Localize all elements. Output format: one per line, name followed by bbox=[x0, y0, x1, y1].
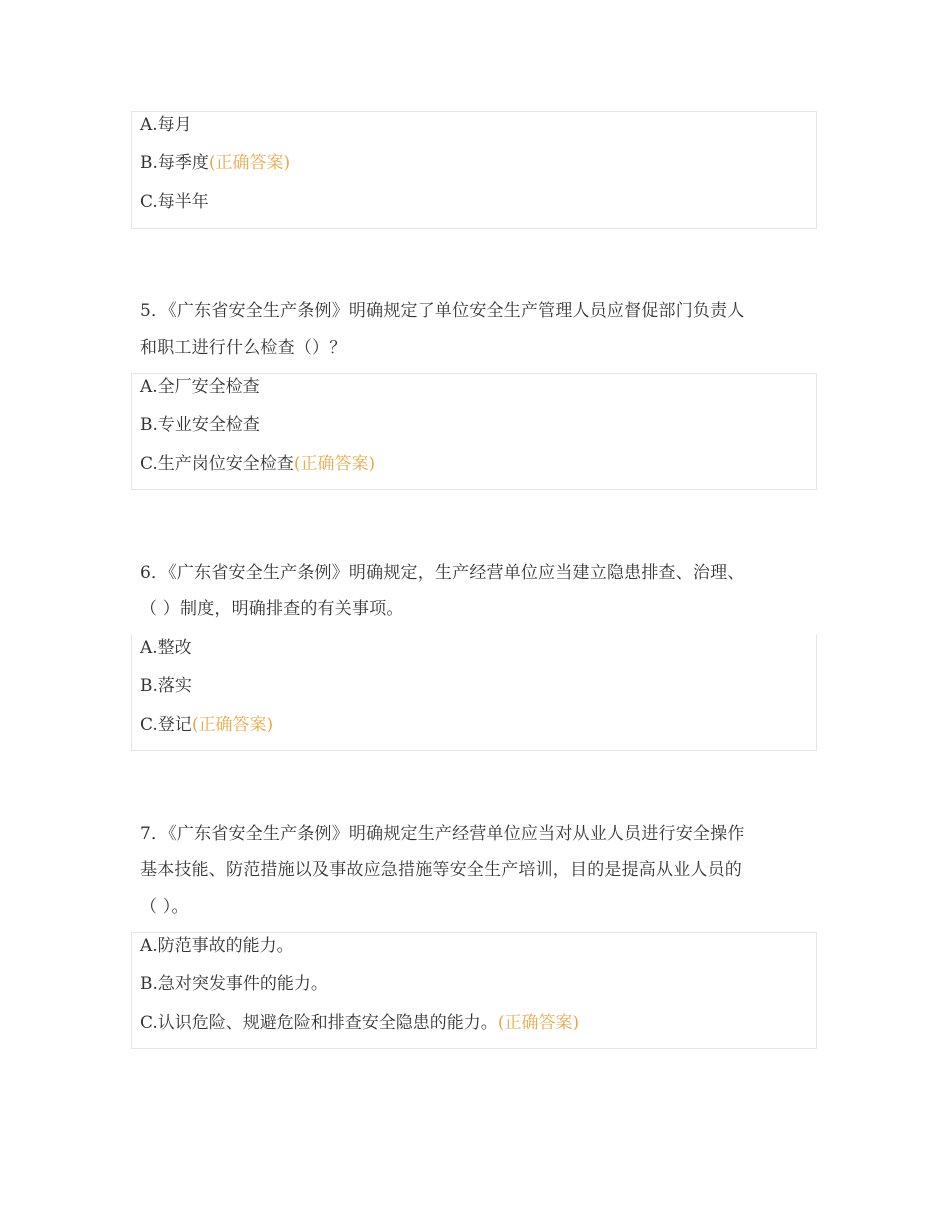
question-6-text-line-2: （ ）制度，明确排查的有关事项。 bbox=[140, 599, 404, 619]
question-7-text-line-2: 基本技能、防范措施以及事故应急措施等安全生产培训，目的是提高从业人员的 bbox=[140, 860, 742, 880]
correct-answer-mark: (正确答案) bbox=[208, 153, 291, 173]
option-a[interactable] bbox=[140, 374, 260, 400]
option-text: A.防范事故的能力。 bbox=[140, 936, 294, 956]
option-text: B.每季度 bbox=[140, 153, 209, 173]
option-c[interactable] bbox=[140, 712, 273, 738]
option-c[interactable] bbox=[140, 189, 209, 215]
question-5-text-line-2: 和职工进行什么检查（）？ bbox=[140, 338, 347, 358]
question-6-text-line-1: 6．《广东省安全生产条例》明确规定，生产经营单位应当建立隐患排查、治理、 bbox=[140, 563, 745, 583]
option-b[interactable] bbox=[140, 673, 192, 699]
option-text: B.急对突发事件的能力。 bbox=[140, 974, 328, 994]
option-b[interactable] bbox=[140, 971, 328, 997]
option-a[interactable] bbox=[140, 112, 192, 138]
question-4-options bbox=[131, 111, 817, 229]
question-5-text-line-1: 5．《广东省安全生产条例》明确规定了单位安全生产管理人员应督促部门负责人 bbox=[140, 301, 745, 321]
correct-answer-mark: (正确答案) bbox=[497, 1013, 580, 1033]
option-c[interactable] bbox=[140, 1010, 579, 1036]
option-b[interactable] bbox=[140, 412, 260, 438]
question-6-options bbox=[131, 634, 817, 751]
option-text: C.认识危险、规避危险和排查安全隐患的能力。 bbox=[140, 1013, 498, 1033]
option-a[interactable] bbox=[140, 635, 192, 661]
option-b[interactable] bbox=[140, 150, 290, 176]
option-text: C.登记 bbox=[140, 715, 192, 735]
option-text: B.落实 bbox=[140, 676, 192, 696]
option-text: A.整改 bbox=[140, 638, 192, 658]
option-text: C.生产岗位安全检查 bbox=[140, 454, 294, 474]
question-7-text-line-1: 7．《广东省安全生产条例》明确规定生产经营单位应当对从业人员进行安全操作 bbox=[140, 824, 745, 844]
question-7-text-line-3: （ ）。 bbox=[140, 897, 189, 917]
correct-answer-mark: (正确答案) bbox=[191, 715, 274, 735]
option-text: C.每半年 bbox=[140, 192, 209, 212]
correct-answer-mark: (正确答案) bbox=[293, 454, 376, 474]
option-text: A.全厂安全检查 bbox=[140, 377, 260, 397]
option-text: A.每月 bbox=[140, 115, 192, 135]
option-text: B.专业安全检查 bbox=[140, 415, 260, 435]
question-5-options bbox=[131, 373, 817, 490]
question-7-options bbox=[131, 932, 817, 1049]
option-a[interactable] bbox=[140, 933, 294, 959]
option-c[interactable] bbox=[140, 451, 375, 477]
